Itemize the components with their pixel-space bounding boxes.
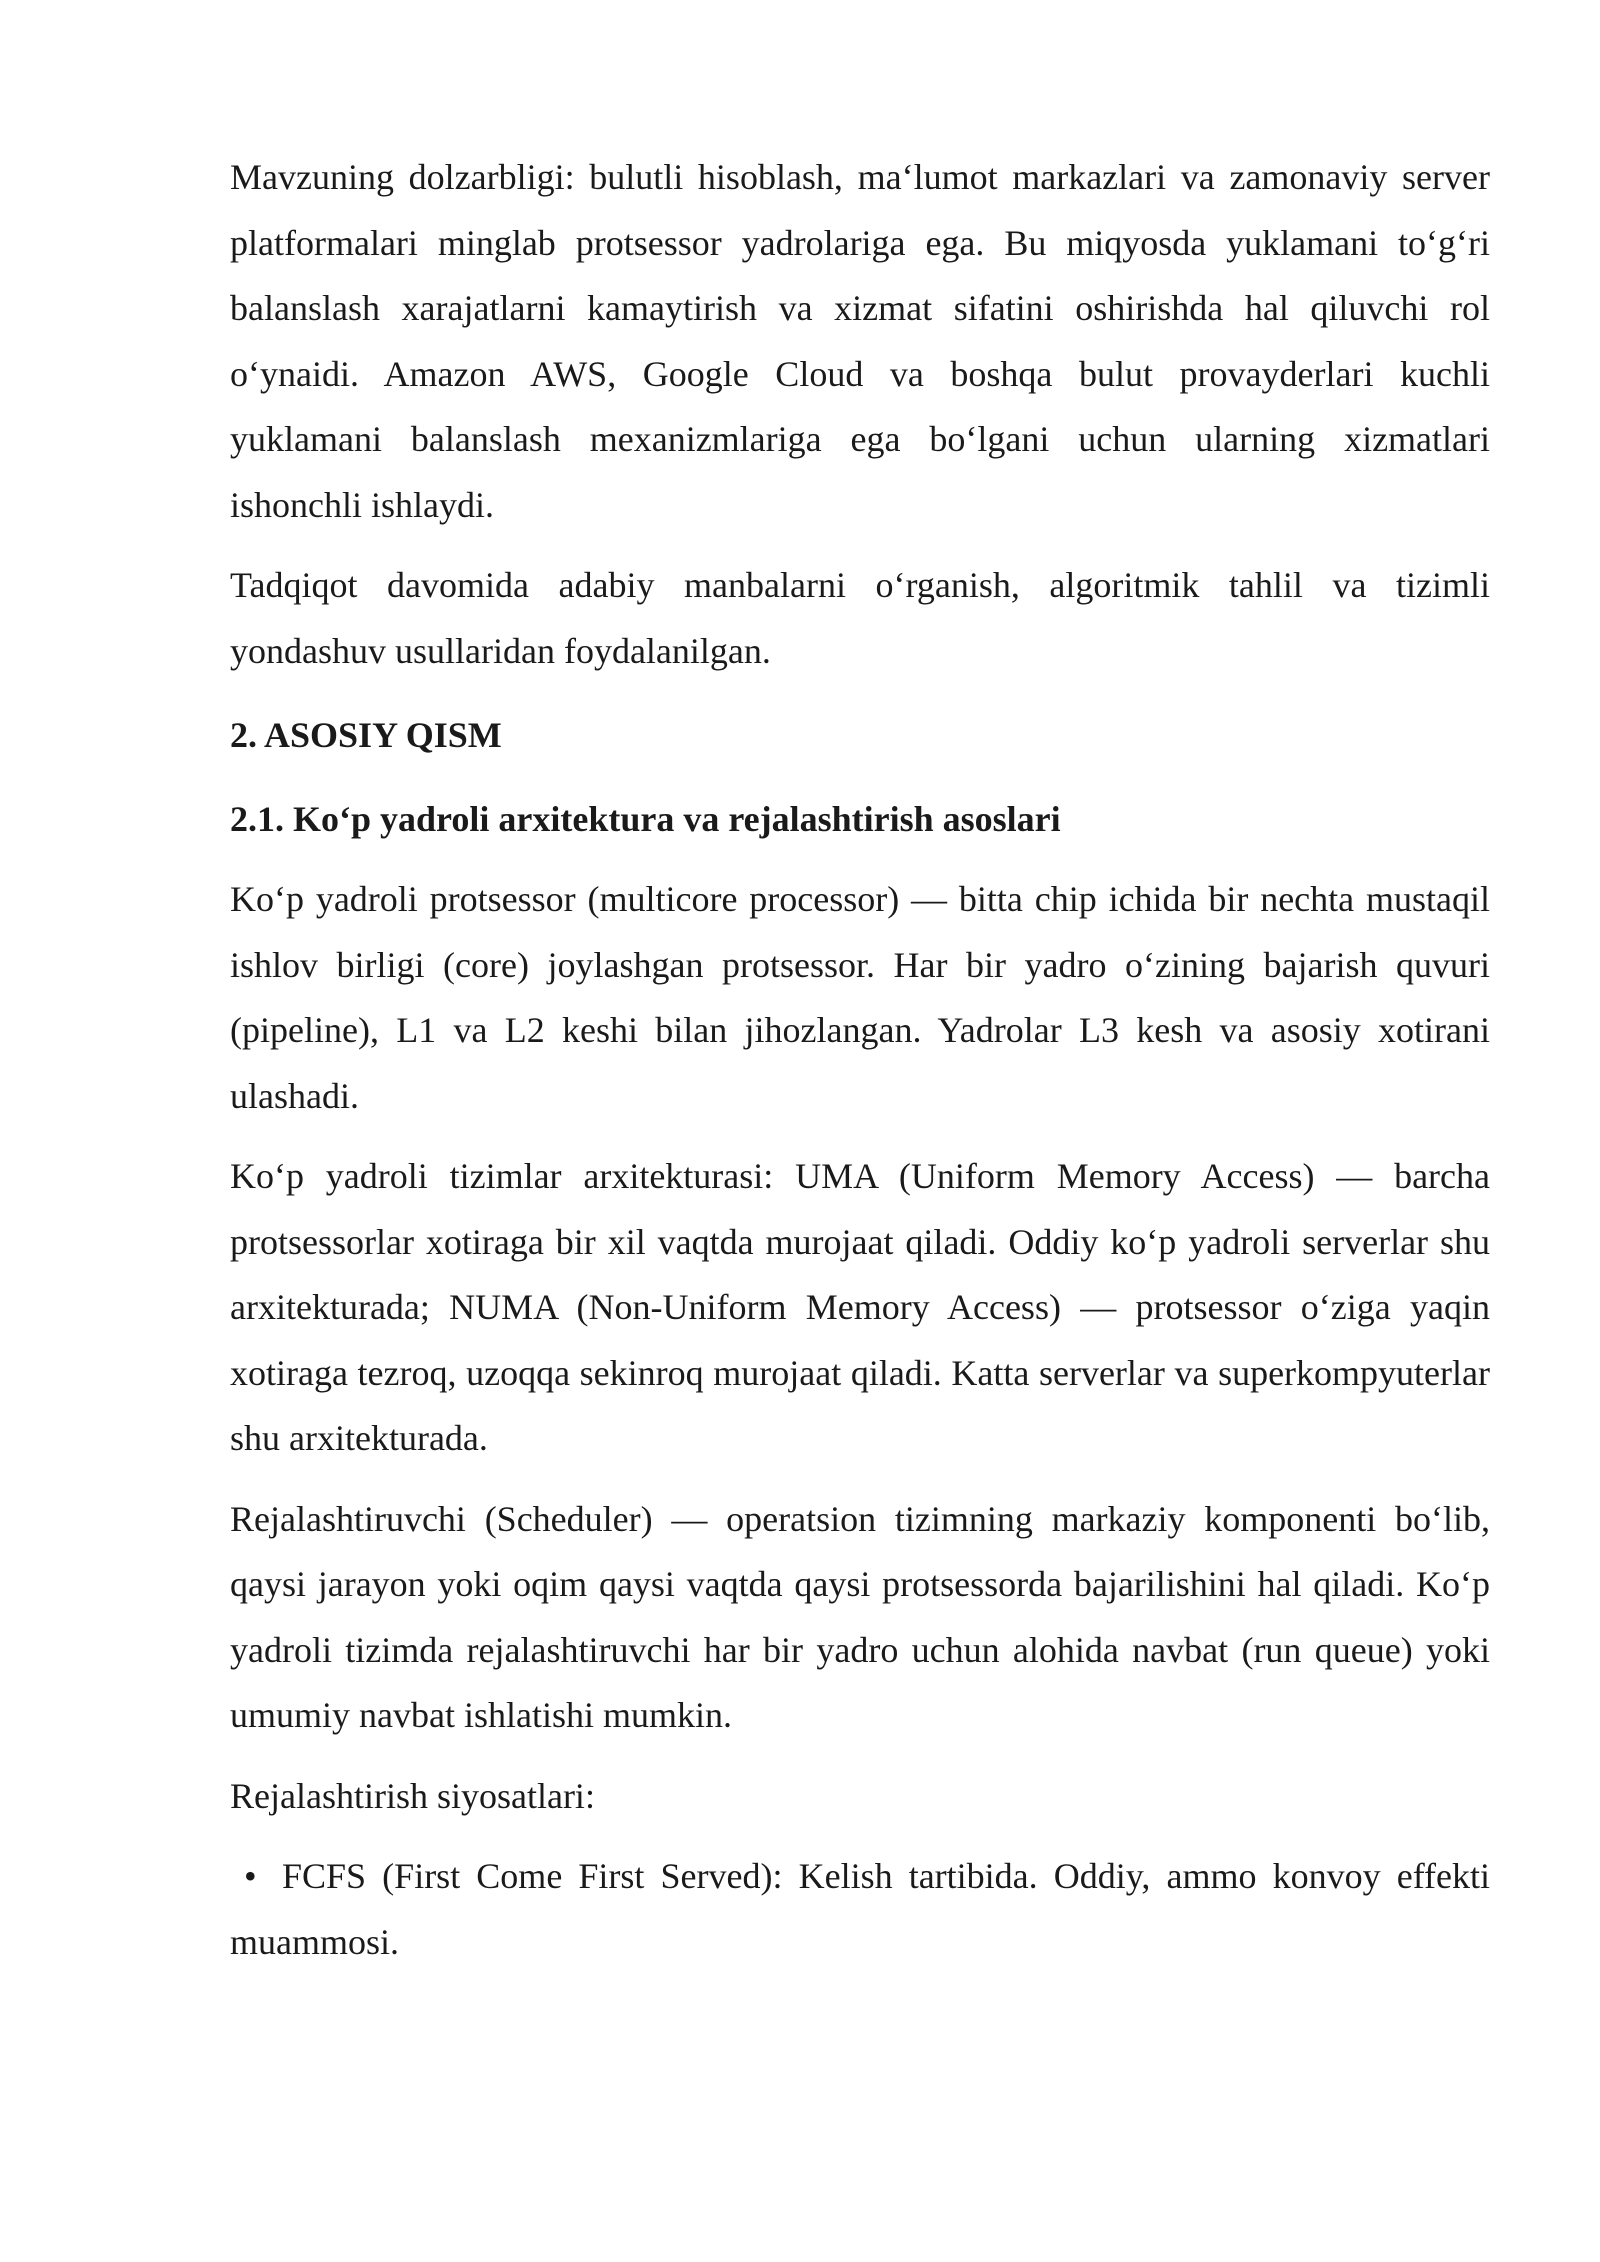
list-item — [230, 1844, 1490, 1975]
document-page — [230, 145, 1490, 1975]
paragraph-multicore: Ko‘p yadroli protsessor (multicore processor) — bitta chip ichida bir nechta mustaqil ishlov birligi (core) joylashgan protsessor. Har bir yadro o‘zining bajarish quvuri (pipeline), L1 va L2 keshi bilan jihozlangan. Yadrolar L3 kesh va asosiy xotirani ulashadi. — [230, 879, 1490, 1116]
list-item-text: FCFS (First Come First Served): Kelish tartibida. Oddiy, ammo konvoy effekti muammosi. — [230, 1856, 1490, 1962]
subsection-heading: 2.1. Ko‘p yadroli arxitektura va rejalashtirish asoslari — [230, 799, 1061, 839]
section-heading: 2. ASOSIY QISM — [230, 715, 502, 755]
paragraph-scheduler: Rejalashtiruvchi (Scheduler) — operatsion tizimning markaziy komponenti bo‘lib, qaysi jarayon yoki oqim qaysi vaqtda qaysi protsessorda bajarilishini hal qiladi. Ko‘p yadroli tizimda rejalashtiruvchi har bir yadro uchun alohida navbat (run queue) yoki umumiy navbat ishlatishi mumkin. — [230, 1498, 1490, 1735]
paragraph-relevance: Mavzuning dolzarbligi: bulutli hisoblash, ma‘lumot markazlari va zamonaviy server platformalari minglab protsessor yadrolariga ega. Bu miqyosda yuklamani to‘g‘ri balanslash xarajatlarni kamaytirish va xizmat sifatini oshirishda hal qiluvchi rol o‘ynaidi. Amazon AWS, Google Cloud va boshqa bulut provayderlari kuchli yuklamani balanslash mexanizmlariga ega bo‘lgani uchun ularning xizmatlari ishonchli ishlaydi. — [230, 157, 1490, 525]
bullet-marker: • — [244, 1856, 257, 1896]
paragraph-methods: Tadqiqot davomida adabiy manbalarni o‘rganish, algoritmik tahlil va tizimli yondashuv usullaridan foydalanilgan. — [230, 565, 1490, 671]
paragraph-policies-intro: Rejalashtirish siyosatlari: — [230, 1775, 595, 1816]
paragraph-architecture: Ko‘p yadroli tizimlar arxitekturasi: UMA (Uniform Memory Access) — barcha protsessorlar xotiraga bir xil vaqtda murojaat qiladi. Oddiy ko‘p yadroli serverlar shu arxitekturada; NUMA (Non-Uniform Memory Access) — protsessor o‘ziga yaqin xotiraga tezroq, uzoqqa sekinroq murojaat qiladi. Katta serverlar va superkompyuterlar shu arxitekturada. — [230, 1156, 1490, 1458]
